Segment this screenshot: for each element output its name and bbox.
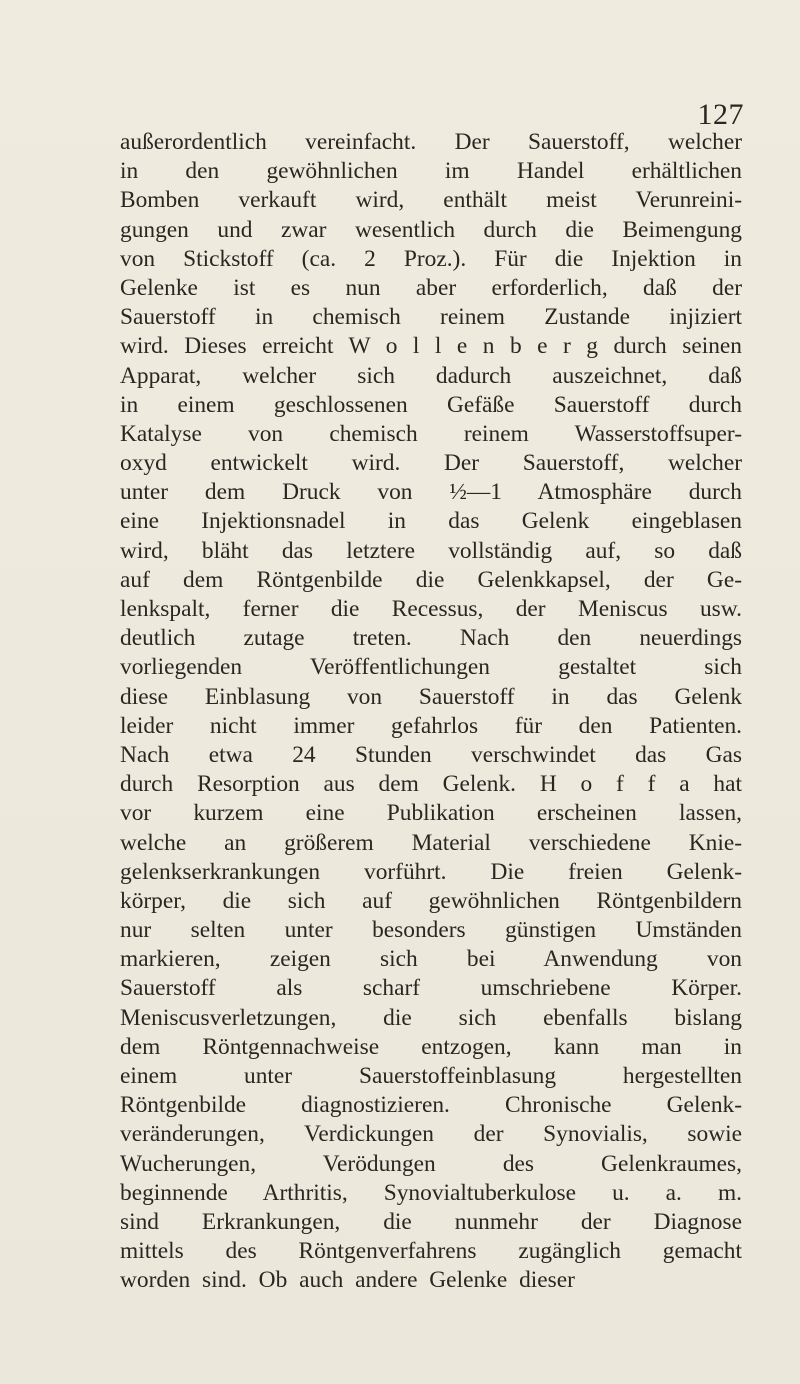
text-line: Gelenke ist es nun aber erforderlich, daß der bbox=[120, 274, 742, 301]
text-line: Meniscusverletzungen, die sich ebenfalls bislang bbox=[120, 1004, 742, 1031]
text-line: Apparat, welcher sich dadurch auszeichnet, daß bbox=[120, 362, 742, 389]
text-line: Bomben verkauft wird, enthält meist Verunreini- bbox=[120, 187, 742, 214]
text-line: wird. Dieses erreicht W o l l e n b e r g durch seinen bbox=[120, 333, 742, 360]
text-line: deutlich zutage treten. Nach den neuerdings bbox=[120, 625, 742, 652]
text-line: gelenkserkrankungen vorführt. Die freien Gelenk- bbox=[120, 858, 742, 885]
text-line: gungen und zwar wesentlich durch die Beimengung bbox=[120, 216, 742, 243]
text-line: markieren, zeigen sich bei Anwendung von bbox=[120, 946, 742, 973]
text-line: veränderungen, Verdickungen der Synovialis, sowie bbox=[120, 1121, 742, 1148]
text-line: unter dem Druck von ½—1 Atmosphäre durch bbox=[120, 479, 742, 506]
text-line: vorliegenden Veröffentlichungen gestaltet sich bbox=[120, 654, 742, 681]
text-line: vor kurzem eine Publikation erscheinen lassen, bbox=[120, 800, 742, 827]
text-line: lenkspalt, ferner die Recessus, der Meniscus usw. bbox=[120, 596, 742, 622]
text-line: worden sind. Ob auch andere Gelenke dieser bbox=[120, 1267, 575, 1294]
text-line: in den gewöhnlichen im Handel erhältlichen bbox=[120, 158, 742, 185]
text-line: Röntgenbilde diagnostizieren. Chronische Gelenk- bbox=[120, 1092, 742, 1119]
text-line: Sauerstoff als scharf umschriebene Körper. bbox=[120, 975, 742, 1002]
text-line: in einem geschlossenen Gefäße Sauerstoff durch bbox=[120, 391, 742, 418]
text-line: welche an größerem Material verschiedene Knie- bbox=[120, 829, 742, 856]
text-line: auf dem Röntgenbilde die Gelenkkapsel, der Ge- bbox=[120, 566, 742, 593]
text-line: wird, bläht das letztere vollständig auf, so daß bbox=[120, 537, 742, 564]
text-line: außerordentlich vereinfacht. Der Sauerstoff, welcher bbox=[120, 129, 742, 155]
body-text bbox=[120, 128, 742, 1296]
text-line: von Stickstoff (ca. 2 Proz.). Für die Injektion in bbox=[120, 245, 742, 272]
text-line: Sauerstoff in chemisch reinem Zustande injiziert bbox=[120, 304, 742, 331]
page-number: 127 bbox=[697, 98, 744, 131]
text-line: Nach etwa 24 Stunden verschwindet das Gas bbox=[120, 741, 742, 768]
text-line: beginnende Arthritis, Synovialtuberkulose u. a. m. bbox=[120, 1179, 742, 1206]
text-line: nur selten unter besonders günstigen Umständen bbox=[120, 917, 742, 944]
text-line: leider nicht immer gefahrlos für den Patienten. bbox=[120, 712, 742, 739]
text-line: mittels des Röntgenverfahrens zugänglich gemacht bbox=[120, 1238, 742, 1265]
text-line: sind Erkrankungen, die nunmehr der Diagnose bbox=[120, 1208, 742, 1235]
text-line: dem Röntgennachweise entzogen, kann man in bbox=[120, 1033, 742, 1060]
text-line: Katalyse von chemisch reinem Wasserstoffsuper- bbox=[120, 420, 742, 447]
text-line: eine Injektionsnadel in das Gelenk eingeblasen bbox=[120, 508, 742, 535]
text-line: oxyd entwickelt wird. Der Sauerstoff, welcher bbox=[120, 450, 742, 477]
text-line: einem unter Sauerstoffeinblasung hergestellten bbox=[120, 1063, 742, 1089]
text-line: diese Einblasung von Sauerstoff in das Gelenk bbox=[120, 683, 742, 710]
text-line: körper, die sich auf gewöhnlichen Röntgenbildern bbox=[120, 887, 742, 914]
text-line: Wucherungen, Verödungen des Gelenkraumes, bbox=[120, 1150, 742, 1177]
text-line: durch Resorption aus dem Gelenk. H o f f a hat bbox=[120, 771, 742, 798]
